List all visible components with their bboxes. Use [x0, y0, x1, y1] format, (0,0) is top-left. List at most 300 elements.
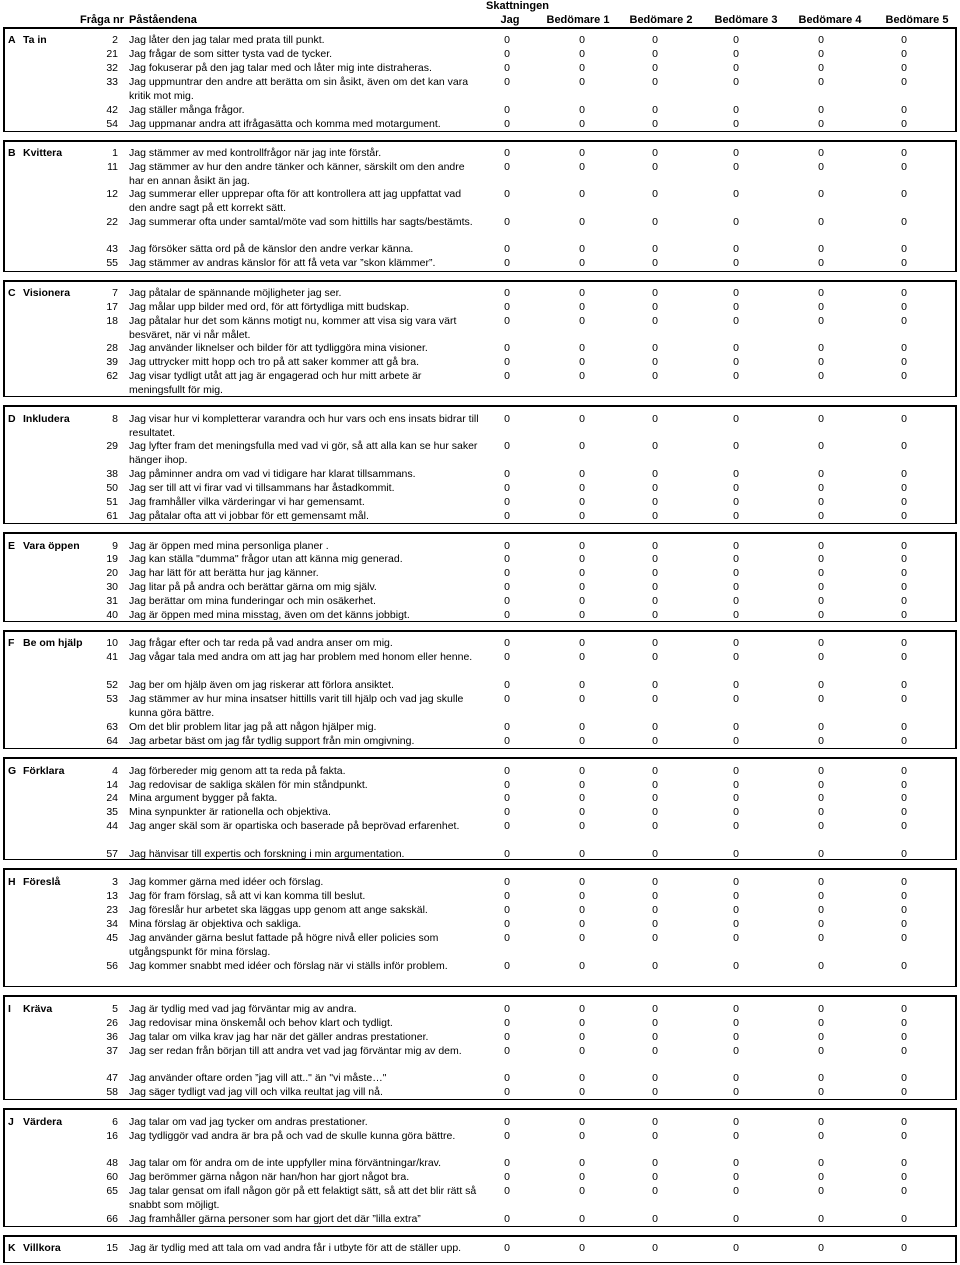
- score-cell: 0: [818, 1157, 824, 1169]
- score-cell: 0: [818, 118, 824, 130]
- score-cell: 0: [579, 876, 585, 888]
- score-cell: 0: [733, 651, 739, 663]
- header-skattningen: Skattningen: [486, 0, 549, 12]
- score-cell: 0: [901, 1086, 907, 1098]
- section-name: Värdera: [23, 1116, 63, 1128]
- score-cell: 0: [652, 792, 658, 804]
- score-cell: 0: [733, 510, 739, 522]
- section-letter: E: [8, 540, 16, 552]
- score-cell: 0: [579, 904, 585, 916]
- score-cell: 0: [579, 48, 585, 60]
- score-cell: 0: [579, 287, 585, 299]
- score-cell: 0: [652, 510, 658, 522]
- score-cell: 0: [579, 356, 585, 368]
- score-cell: 0: [504, 482, 510, 494]
- score-cell: 0: [733, 735, 739, 747]
- score-cell: 0: [901, 581, 907, 593]
- score-cell: 0: [901, 147, 907, 159]
- score-cell: 0: [818, 48, 824, 60]
- score-cell: 0: [504, 342, 510, 354]
- score-cell: 0: [579, 540, 585, 552]
- score-cell: 0: [652, 918, 658, 930]
- score-cell: 0: [579, 496, 585, 508]
- question-number: 12: [106, 188, 118, 200]
- score-cell: 0: [504, 820, 510, 832]
- score-cell: 0: [652, 482, 658, 494]
- score-cell: 0: [901, 104, 907, 116]
- score-cell: 0: [504, 496, 510, 508]
- score-cell: 0: [901, 62, 907, 74]
- score-cell: 0: [652, 1130, 658, 1142]
- statement-text: Jag visar tydligt utåt att jag är engagerad och hur mitt arbete är meningsfullt för mig.: [129, 370, 422, 396]
- score-cell: 0: [733, 540, 739, 552]
- statement-text: Jag har lätt för att berätta hur jag känner.: [129, 567, 319, 579]
- score-cell: 0: [818, 595, 824, 607]
- statement-text: Jag stämmer av hur den andre tänker och känner, särskilt om den andre har en annan åsikt än jag.: [129, 161, 465, 187]
- statement-text: Jag ställer många frågor.: [129, 104, 245, 116]
- score-cell: 0: [733, 257, 739, 269]
- score-cell: 0: [579, 342, 585, 354]
- score-cell: 0: [652, 34, 658, 46]
- score-cell: 0: [901, 1072, 907, 1084]
- score-cell: 0: [733, 315, 739, 327]
- score-cell: 0: [504, 609, 510, 621]
- statement-text: Mina förslag är objektiva och sakliga.: [129, 918, 302, 930]
- score-cell: 0: [504, 1157, 510, 1169]
- question-number: 60: [106, 1171, 118, 1183]
- question-number: 3: [112, 876, 118, 888]
- score-cell: 0: [504, 413, 510, 425]
- statement-text: Jag vågar tala med andra om att jag har problem med honom eller henne.: [129, 651, 473, 663]
- question-number: 45: [106, 932, 118, 944]
- question-number: 66: [106, 1213, 118, 1225]
- score-cell: 0: [504, 370, 510, 382]
- score-cell: 0: [818, 413, 824, 425]
- column-header: Bedömare 1: [546, 14, 610, 26]
- question-number: 14: [106, 779, 118, 791]
- score-cell: 0: [901, 540, 907, 552]
- score-cell: 0: [733, 370, 739, 382]
- score-cell: 0: [901, 918, 907, 930]
- column-header: Bedömare 4: [798, 14, 862, 26]
- question-number: 20: [106, 567, 118, 579]
- score-cell: 0: [579, 651, 585, 663]
- score-cell: 0: [504, 48, 510, 60]
- score-cell: 0: [504, 188, 510, 200]
- statement-text: Jag påtalar hur det som känns motigt nu, kommer att visa sig vara värt besväret, när vi når målet.: [129, 315, 457, 341]
- score-cell: 0: [504, 765, 510, 777]
- score-cell: 0: [579, 765, 585, 777]
- statement-text: Jag använder oftare orden ”jag vill att.." än "vi måste…": [129, 1072, 387, 1084]
- question-number: 50: [106, 482, 118, 494]
- score-cell: 0: [652, 413, 658, 425]
- score-cell: 0: [733, 48, 739, 60]
- score-cell: 0: [579, 820, 585, 832]
- score-cell: 0: [652, 1072, 658, 1084]
- score-cell: 0: [818, 1031, 824, 1043]
- score-cell: 0: [818, 342, 824, 354]
- score-cell: 0: [579, 1086, 585, 1098]
- score-cell: 0: [652, 693, 658, 705]
- score-cell: 0: [579, 779, 585, 791]
- score-cell: 0: [652, 1116, 658, 1128]
- score-cell: 0: [818, 779, 824, 791]
- statement-text: Mina synpunkter är rationella och objektiva.: [129, 806, 331, 818]
- section-letter: B: [8, 147, 16, 159]
- score-cell: 0: [652, 257, 658, 269]
- question-number: 24: [106, 792, 118, 804]
- score-cell: 0: [818, 540, 824, 552]
- score-cell: 0: [579, 1242, 585, 1254]
- score-cell: 0: [818, 356, 824, 368]
- score-cell: 0: [733, 1003, 739, 1015]
- question-number: 26: [106, 1017, 118, 1029]
- score-cell: 0: [579, 735, 585, 747]
- score-cell: 0: [579, 188, 585, 200]
- statement-text: Jag visar hur vi kompletterar varandra och hur vars och ens insats bidrar till resultatet.: [129, 413, 479, 439]
- score-cell: 0: [901, 1116, 907, 1128]
- score-cell: 0: [652, 820, 658, 832]
- score-cell: 0: [733, 581, 739, 593]
- score-cell: 0: [579, 918, 585, 930]
- section-name: Föreslå: [23, 876, 61, 888]
- statement-text: Jag arbetar bäst om jag får tydlig support från min omgivning.: [129, 735, 415, 747]
- question-number: 37: [106, 1045, 118, 1057]
- score-cell: 0: [733, 721, 739, 733]
- statement-text: Jag anger skäl som är opartiska och baserade på beprövad erfarenhet.: [129, 820, 460, 832]
- score-cell: 0: [579, 216, 585, 228]
- score-cell: 0: [652, 904, 658, 916]
- statement-text: Jag är tydlig med att tala om vad andra får i utbyte för att de ställer upp.: [129, 1242, 462, 1254]
- score-cell: 0: [652, 890, 658, 902]
- score-cell: 0: [504, 806, 510, 818]
- score-cell: 0: [818, 496, 824, 508]
- score-cell: 0: [579, 693, 585, 705]
- score-cell: 0: [818, 721, 824, 733]
- statement-text: Om det blir problem litar jag på att någon hjälper mig.: [129, 721, 377, 733]
- question-number: 65: [106, 1185, 118, 1197]
- score-cell: 0: [504, 567, 510, 579]
- score-cell: 0: [733, 890, 739, 902]
- score-cell: 0: [901, 609, 907, 621]
- question-number: 16: [106, 1130, 118, 1142]
- score-cell: 0: [733, 932, 739, 944]
- score-cell: 0: [652, 356, 658, 368]
- score-cell: 0: [652, 540, 658, 552]
- score-cell: 0: [901, 188, 907, 200]
- score-cell: 0: [579, 1072, 585, 1084]
- score-cell: 0: [901, 651, 907, 663]
- score-cell: 0: [901, 1045, 907, 1057]
- score-cell: 0: [901, 243, 907, 255]
- score-cell: 0: [818, 735, 824, 747]
- statement-text: Jag använder gärna beslut fattade på högre nivå eller policies som utgångspunkt för mina förslag.: [129, 932, 439, 958]
- question-number: 7: [112, 287, 118, 299]
- score-cell: 0: [733, 104, 739, 116]
- statement-text: Jag stämmer av med kontrollfrågor när jag inte förstår.: [129, 147, 382, 159]
- question-number: 32: [106, 62, 118, 74]
- statement-text: Jag ser redan från början till att andra vet vad jag förväntar mig av dem.: [129, 1045, 462, 1057]
- score-cell: 0: [733, 609, 739, 621]
- score-cell: 0: [504, 1045, 510, 1057]
- statement-text: Jag framhåller vilka värderingar vi har gemensamt.: [129, 496, 365, 508]
- score-cell: 0: [733, 356, 739, 368]
- score-cell: 0: [504, 356, 510, 368]
- score-cell: 0: [818, 161, 824, 173]
- section-letter: G: [8, 765, 17, 777]
- score-cell: 0: [579, 370, 585, 382]
- score-cell: 0: [901, 301, 907, 313]
- score-cell: 0: [652, 216, 658, 228]
- statement-text: Jag stämmer av hur mina insatser hittills varit till hjälp och vad jag skulle kunna göra bättre.: [129, 693, 464, 719]
- statement-text: Jag är öppen med mina misstag, även om det känns jobbigt.: [129, 609, 410, 621]
- score-cell: 0: [818, 876, 824, 888]
- score-cell: 0: [504, 1017, 510, 1029]
- statement-text: Jag säger tydligt vad jag vill och vilka reultat jag vill nå.: [129, 1086, 383, 1098]
- score-cell: 0: [901, 820, 907, 832]
- score-cell: 0: [579, 315, 585, 327]
- score-cell: 0: [818, 693, 824, 705]
- statement-text: Jag försöker sätta ord på de känslor den andre verkar känna.: [129, 243, 414, 255]
- score-cell: 0: [579, 721, 585, 733]
- score-cell: 0: [733, 820, 739, 832]
- header-pastaendena: Påståendena: [129, 14, 197, 26]
- score-cell: 0: [652, 679, 658, 691]
- question-number: 39: [106, 356, 118, 368]
- score-cell: 0: [504, 918, 510, 930]
- score-cell: 0: [818, 1003, 824, 1015]
- score-cell: 0: [652, 48, 658, 60]
- score-cell: 0: [579, 1171, 585, 1183]
- statement-text: Jag föreslår hur arbetet ska läggas upp genom att ange sakskäl.: [129, 904, 428, 916]
- section-name: Vara öppen: [23, 540, 80, 552]
- score-cell: 0: [652, 440, 658, 452]
- score-cell: 0: [733, 342, 739, 354]
- score-cell: 0: [733, 1157, 739, 1169]
- section-name: Kvittera: [23, 147, 63, 159]
- score-cell: 0: [818, 890, 824, 902]
- score-cell: 0: [733, 482, 739, 494]
- statement-text: Mina argument bygger på fakta.: [129, 792, 278, 804]
- score-cell: 0: [652, 1045, 658, 1057]
- question-number: 57: [106, 848, 118, 860]
- score-cell: 0: [652, 567, 658, 579]
- score-cell: 0: [901, 1213, 907, 1225]
- statement-text: Jag summerar eller upprepar ofta för att kontrollera att jag uppfattat vad den andre sagt på ett korrekt sätt.: [129, 188, 462, 214]
- question-number: 8: [112, 413, 118, 425]
- statement-text: Jag talar gensat om ifall någon gör på ett felaktigt sätt, så att det blir rätt så snabbt som möjligt.: [129, 1185, 477, 1211]
- statement-text: Jag frågar de som sitter tysta vad de tycker.: [129, 48, 333, 60]
- score-cell: 0: [579, 76, 585, 88]
- score-cell: 0: [504, 34, 510, 46]
- section-name: Villkora: [23, 1242, 61, 1254]
- score-cell: 0: [818, 567, 824, 579]
- score-cell: 0: [818, 1213, 824, 1225]
- question-number: 41: [106, 651, 118, 663]
- statement-text: Jag kan ställa "dumma" frågor utan att känna mig generad.: [129, 553, 403, 565]
- score-cell: 0: [579, 1017, 585, 1029]
- score-cell: 0: [733, 1185, 739, 1197]
- question-number: 52: [106, 679, 118, 691]
- score-cell: 0: [818, 287, 824, 299]
- score-cell: 0: [733, 693, 739, 705]
- score-cell: 0: [579, 1130, 585, 1142]
- question-number: 10: [106, 637, 118, 649]
- statement-text: Jag talar om vad jag tycker om andras prestationer.: [129, 1116, 368, 1128]
- question-number: 44: [106, 820, 118, 832]
- score-cell: 0: [504, 876, 510, 888]
- score-cell: 0: [652, 595, 658, 607]
- score-cell: 0: [579, 637, 585, 649]
- score-cell: 0: [652, 581, 658, 593]
- header-fraga-nr: Fråga nr: [80, 14, 125, 26]
- score-cell: 0: [504, 1072, 510, 1084]
- score-cell: 0: [652, 1171, 658, 1183]
- score-cell: 0: [504, 118, 510, 130]
- score-cell: 0: [579, 960, 585, 972]
- score-cell: 0: [818, 62, 824, 74]
- score-cell: 0: [579, 567, 585, 579]
- score-cell: 0: [504, 1171, 510, 1183]
- question-number: 34: [106, 918, 118, 930]
- score-cell: 0: [901, 693, 907, 705]
- score-cell: 0: [504, 1003, 510, 1015]
- question-number: 56: [106, 960, 118, 972]
- score-cell: 0: [652, 188, 658, 200]
- score-cell: 0: [579, 1185, 585, 1197]
- score-cell: 0: [579, 581, 585, 593]
- question-number: 63: [106, 721, 118, 733]
- section-name: Kräva: [23, 1003, 53, 1015]
- score-cell: 0: [579, 1045, 585, 1057]
- score-cell: 0: [818, 1171, 824, 1183]
- score-cell: 0: [652, 104, 658, 116]
- score-cell: 0: [818, 581, 824, 593]
- score-cell: 0: [579, 257, 585, 269]
- score-cell: 0: [579, 301, 585, 313]
- score-cell: 0: [504, 468, 510, 480]
- score-cell: 0: [579, 1003, 585, 1015]
- score-cell: 0: [504, 792, 510, 804]
- score-cell: 0: [901, 482, 907, 494]
- score-cell: 0: [901, 257, 907, 269]
- score-cell: 0: [901, 315, 907, 327]
- score-cell: 0: [652, 370, 658, 382]
- statement-text: Jag stämmer av andras känslor för att få veta var ”skon klämmer”.: [129, 257, 436, 269]
- score-cell: 0: [652, 609, 658, 621]
- question-number: 53: [106, 693, 118, 705]
- score-cell: 0: [652, 76, 658, 88]
- score-cell: 0: [652, 468, 658, 480]
- statement-text: Jag framhåller gärna personer som har gjort det där ”lilla extra”: [129, 1213, 421, 1225]
- score-cell: 0: [652, 1017, 658, 1029]
- score-cell: 0: [901, 679, 907, 691]
- score-cell: 0: [579, 413, 585, 425]
- score-cell: 0: [504, 216, 510, 228]
- score-cell: 0: [652, 161, 658, 173]
- score-cell: 0: [901, 1185, 907, 1197]
- score-cell: 0: [504, 287, 510, 299]
- question-number: 30: [106, 581, 118, 593]
- score-cell: 0: [818, 806, 824, 818]
- score-cell: 0: [504, 1116, 510, 1128]
- score-cell: 0: [652, 1003, 658, 1015]
- score-cell: 0: [579, 679, 585, 691]
- score-cell: 0: [504, 595, 510, 607]
- score-cell: 0: [901, 848, 907, 860]
- statement-text: Jag är tydlig med vad jag förväntar mig av andra.: [129, 1003, 357, 1015]
- question-number: 35: [106, 806, 118, 818]
- score-cell: 0: [652, 651, 658, 663]
- score-cell: 0: [733, 567, 739, 579]
- score-cell: 0: [818, 76, 824, 88]
- score-cell: 0: [652, 876, 658, 888]
- score-cell: 0: [733, 1086, 739, 1098]
- score-cell: 0: [579, 792, 585, 804]
- score-cell: 0: [818, 1242, 824, 1254]
- score-cell: 0: [504, 540, 510, 552]
- score-cell: 0: [733, 161, 739, 173]
- score-cell: 0: [733, 496, 739, 508]
- score-cell: 0: [901, 496, 907, 508]
- score-cell: 0: [733, 1031, 739, 1043]
- score-cell: 0: [504, 440, 510, 452]
- score-cell: 0: [504, 679, 510, 691]
- question-number: 58: [106, 1086, 118, 1098]
- score-cell: 0: [901, 1130, 907, 1142]
- question-number: 11: [107, 161, 118, 173]
- statement-text: Jag låter den jag talar med prata till punkt.: [129, 34, 325, 46]
- score-cell: 0: [733, 806, 739, 818]
- score-cell: 0: [733, 413, 739, 425]
- score-cell: 0: [652, 779, 658, 791]
- score-cell: 0: [818, 301, 824, 313]
- column-header: Jag: [500, 14, 520, 26]
- score-cell: 0: [901, 960, 907, 972]
- score-cell: 0: [818, 651, 824, 663]
- score-cell: 0: [504, 62, 510, 74]
- question-number: 29: [106, 440, 118, 452]
- score-cell: 0: [733, 301, 739, 313]
- score-cell: 0: [579, 848, 585, 860]
- score-cell: 0: [818, 468, 824, 480]
- statement-text: Jag påtalar ofta att vi jobbar för ett gemensamt mål.: [129, 510, 369, 522]
- score-cell: 0: [818, 104, 824, 116]
- score-cell: 0: [579, 34, 585, 46]
- question-number: 13: [106, 890, 118, 902]
- score-cell: 0: [733, 779, 739, 791]
- score-cell: 0: [733, 76, 739, 88]
- column-header: Bedömare 5: [885, 14, 949, 26]
- section-name: Visionera: [23, 287, 71, 299]
- score-cell: 0: [818, 918, 824, 930]
- score-cell: 0: [901, 1157, 907, 1169]
- score-cell: 0: [504, 147, 510, 159]
- statement-text: Jag litar på på andra och berättar gärna om mig själv.: [129, 581, 377, 593]
- question-number: 47: [106, 1072, 118, 1084]
- score-cell: 0: [901, 510, 907, 522]
- score-cell: 0: [504, 637, 510, 649]
- score-cell: 0: [579, 482, 585, 494]
- statement-text: Jag tydliggör vad andra är bra på och vad de skulle kunna göra bättre.: [129, 1130, 456, 1142]
- score-cell: 0: [579, 104, 585, 116]
- score-cell: 0: [504, 553, 510, 565]
- score-cell: 0: [652, 960, 658, 972]
- score-cell: 0: [818, 34, 824, 46]
- statement-text: Jag kommer snabbt med idéer och förslag när vi ställs inför problem.: [129, 960, 448, 972]
- score-cell: 0: [504, 581, 510, 593]
- score-cell: 0: [901, 721, 907, 733]
